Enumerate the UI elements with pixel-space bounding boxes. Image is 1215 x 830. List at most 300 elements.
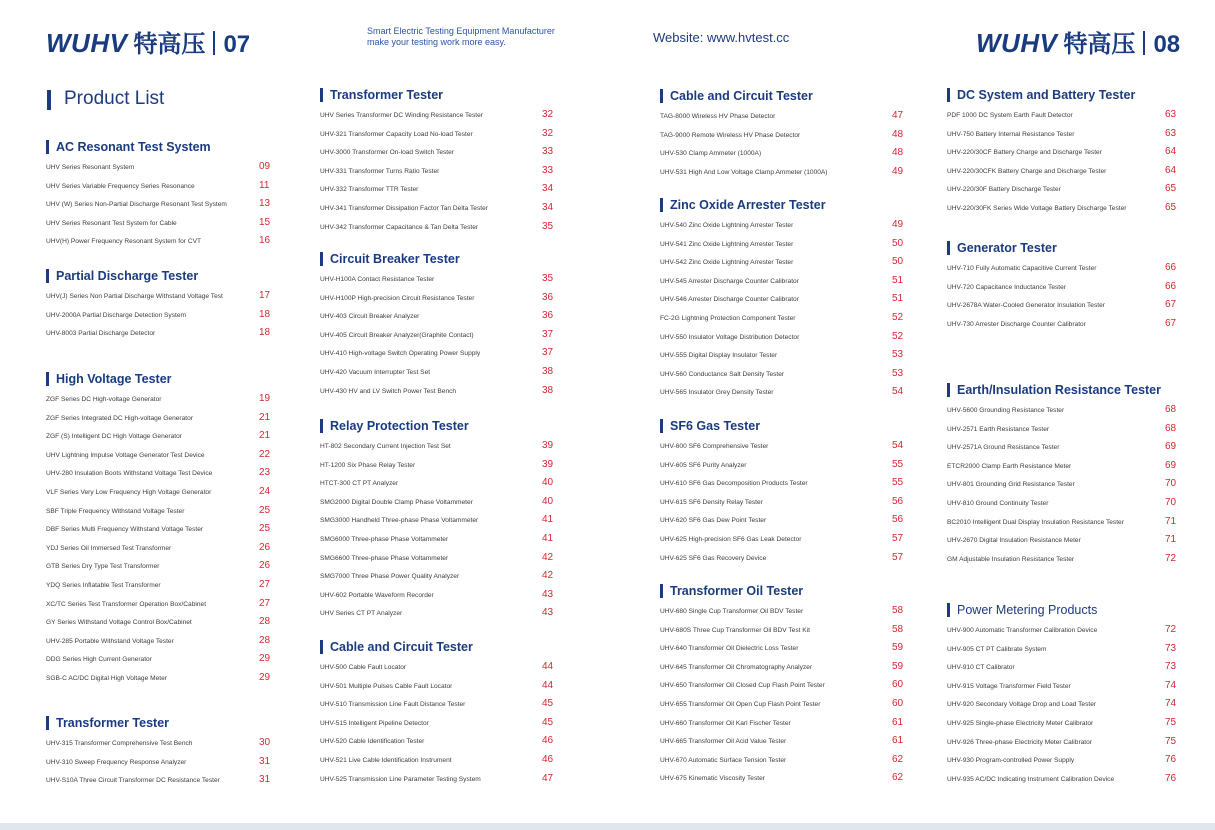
product-name: UHV-8003 Partial Discharge Detector [46,330,156,338]
product-name: UHV-3000 Transformer On-load Switch Tester [320,149,455,157]
product-name: PDF 1000 DC System Earth Fault Detector [947,112,1073,119]
product-page-number: 27 [259,597,271,609]
product-page-number: 72 [1165,552,1177,564]
product-page-number: 31 [259,774,271,786]
product-row [947,641,1177,660]
product-row [660,236,904,255]
product-row [947,551,1177,570]
product-name: UHV-545 Arrester Discharge Counter Calibrator [660,277,799,285]
product-page-number: 58 [892,605,904,616]
product-page-number: 76 [1165,754,1177,766]
product-page-number: 29 [259,653,271,665]
product-page-number: 59 [892,642,904,654]
product-name: UHV-900 Automatic Transformer Calibration Device [947,627,1098,634]
product-name: UHV-750 Battery Internal Resistance Tester [947,130,1075,138]
product-page-number: 49 [892,219,904,230]
product-page-number: 43 [542,588,554,600]
product-name: UHV-670 Automatic Surface Tension Tester [660,756,787,764]
product-list [660,108,904,182]
product-name: UHV Series Variable Frequency Series Resonance [46,182,195,190]
logo-brand: WUHV [976,28,1058,58]
product-page-number: 62 [892,753,904,765]
product-name: UHV-430 HV and LV Switch Power Test Bench [320,387,457,395]
product-page-number: 65 [1165,183,1177,195]
section-circuit-breaker [320,251,554,401]
section-title: Power Metering Products [947,602,1097,618]
section-ac-resonant [46,139,271,252]
product-page-number: 22 [259,448,271,460]
product-page-number: 35 [542,273,554,284]
product-row [660,164,904,183]
product-name: UHV-600 SF6 Comprehensive Tester [660,443,769,450]
product-name: UHV-640 Transformer Oil Dielectric Loss Tester [660,645,799,653]
product-name: SBF Triple Frequency Withstand Voltage Tester [46,507,185,515]
product-row [947,200,1177,219]
product-name: UHV Series Transformer DC Winding Resistance Tester [320,112,483,119]
product-row [947,659,1177,678]
product-name: YDQ Series Inflatable Test Transformer [46,581,161,589]
product-name: DBF Series Multi Frequency Withstand Voltage Tester [46,526,204,534]
product-name: UHV-332 Transformer TTR Tester [320,186,419,194]
product-row [660,622,904,641]
product-page-number: 73 [1165,642,1177,654]
product-page-number: 37 [542,328,554,340]
product-name: UHV-605 SF6 Purity Analyzer [660,461,747,469]
product-page-number: 46 [542,753,554,765]
product-row [660,475,904,494]
product-name: UHV-645 Transformer Oil Chromatography Analyzer [660,663,813,671]
product-page-number: 35 [542,220,554,232]
product-name: UHV(H) Power Frequency Resonant System for CVT [46,238,202,246]
product-list [947,622,1177,789]
product-name: UHV-2571A Ground Resistance Tester [947,444,1060,452]
product-row [660,438,904,457]
product-name: SMG6000 Three-phase Phase Voltammeter [320,535,449,543]
product-row [947,126,1177,145]
product-name: HTCT-300 CT PT Analyzer [320,480,399,488]
product-list [947,260,1177,334]
product-row [320,290,554,309]
product-row [660,291,904,310]
product-page-number: 18 [259,308,271,320]
product-row [46,410,271,429]
product-list [46,288,271,344]
product-page-number: 18 [259,327,271,339]
product-row [320,752,554,771]
page-title: Product List [47,88,164,110]
product-page-number: 28 [259,634,271,646]
product-row [320,605,554,624]
product-row [320,659,554,678]
product-page-number: 47 [542,772,554,784]
product-name: SMG2000 Digital Double Clamp Phase Voltammeter [320,498,473,506]
product-row [320,733,554,752]
product-row [660,770,904,789]
section-dc-battery [947,87,1177,219]
section-relay-protection [320,418,554,624]
product-row [660,715,904,734]
product-page-number: 40 [542,477,554,489]
product-row [660,366,904,385]
section-cable-circuit-2 [660,88,904,182]
section-high-voltage [46,371,271,689]
section-title: Circuit Breaker Tester [320,251,460,267]
product-page-number: 36 [542,310,554,322]
product-name: GM Adjustable Insulation Resistance Tester [947,555,1075,563]
product-name: UHV-2000A Partial Discharge Detection System [46,311,186,319]
product-name: UHV-801 Grounding Grid Resistance Tester [947,481,1075,489]
product-page-number: 56 [892,514,904,526]
product-page-number: 15 [259,216,271,228]
product-page-number: 71 [1165,534,1177,546]
product-page-number: 71 [1165,515,1177,527]
product-page-number: 48 [892,128,904,140]
product-page-number: 46 [542,735,554,747]
section-cable-circuit-1 [320,639,554,789]
product-row [660,254,904,273]
product-row [320,271,554,290]
product-row [947,402,1177,421]
product-page-number: 29 [259,671,271,683]
product-row [320,126,554,145]
product-row [320,383,554,402]
logo-chinese: 特高压 [1063,31,1136,58]
product-row [660,127,904,146]
product-name: UHV-665 Transformer Oil Acid Value Tester [660,738,787,746]
product-row [46,651,271,670]
product-page-number: 26 [259,560,271,572]
product-name: UHV-2678A Water-Cooled Generator Insulation Tester [947,302,1105,310]
product-page-number: 27 [259,578,271,590]
product-page-number: 57 [892,532,904,544]
section-title: DC System and Battery Tester [947,87,1135,103]
product-row [320,771,554,790]
product-name: UHV-935 AC/DC Indicating Instrument Calibration Device [947,775,1115,783]
section-title: SF6 Gas Tester [660,418,760,434]
product-row [947,163,1177,182]
product-row [46,447,271,466]
logo-chinese: 特高压 [133,31,206,58]
product-row [660,603,904,622]
product-row [46,735,271,754]
product-row [46,196,271,215]
product-row [46,215,271,234]
product-name: UHV-H100A Contact Resistance Tester [320,276,435,283]
product-row [660,145,904,164]
product-row [660,550,904,569]
product-page-number: 74 [1165,679,1177,691]
product-row [320,715,554,734]
product-name: UHV-515 Intelligent Pipeline Detector [320,719,429,727]
product-page-number: 11 [259,179,270,191]
product-name: UHV-501 Multiple Pulses Cable Fault Locator [320,682,453,690]
product-row [46,540,271,559]
product-name: ETCR2000 Clamp Earth Resistance Meter [947,462,1072,470]
product-page-number: 33 [542,146,554,158]
product-name: UHV-560 Conductance Salt Density Tester [660,370,785,378]
product-page-number: 38 [542,384,554,396]
product-name: SMG3000 Handheld Three-phase Phase Voltammeter [320,517,479,525]
product-name: UHV-650 Transformer Oil Closed Cup Flash Point Tester [660,682,825,690]
product-name: UHV-342 Transformer Capacitance & Tan Delta Tester [320,223,479,231]
product-name: UHV (W) Series Non-Partial Discharge Resonant Test System [46,201,227,209]
product-row [660,347,904,366]
product-page-number: 40 [542,495,554,507]
product-row [320,531,554,550]
product-name: ZGF Series Integrated DC High-voltage Generator [46,414,193,422]
section-transformer-1 [46,715,271,791]
product-row [46,288,271,307]
product-row [46,325,271,344]
product-name: UHV-540 Zinc Oxide Lightning Arrester Tester [660,222,794,229]
product-row [660,457,904,476]
product-name: UHV-542 Zinc Oxide Lightning Arrester Tester [660,259,794,267]
product-page-number: 68 [1165,404,1177,415]
section-title: Transformer Tester [46,715,169,731]
product-name: UHV-520 Cable Identification Tester [320,738,425,746]
section-title: Relay Protection Tester [320,418,469,434]
product-page-number: 50 [892,256,904,268]
product-name: UHV-420 Vacuum Interrupter Test Set [320,368,431,376]
product-row [947,752,1177,771]
product-list [320,659,554,789]
product-row [660,640,904,659]
product-page-number: 57 [892,551,904,563]
product-page-number: 30 [259,737,271,748]
product-page-number: 61 [892,735,904,747]
product-list [660,438,904,568]
product-list [46,391,271,689]
product-row [660,494,904,513]
product-name: UHV-521 Live Cable Identification Instrument [320,756,452,764]
product-row [320,494,554,513]
product-name: UHV-720 Capacitance Inductance Tester [947,283,1067,291]
product-row [947,439,1177,458]
product-row [320,345,554,364]
product-row [660,659,904,678]
product-name: UHV-220/30CF Battery Charge and Discharge Tester [947,149,1102,157]
product-row [660,512,904,531]
product-page-number: 34 [542,201,554,213]
product-name: UHV-220/30CFK Battery Charge and Discharge Tester [947,167,1107,175]
product-page-number: 51 [892,293,904,305]
product-row [320,550,554,569]
product-name: UHV Series Resonant Test System for Cable [46,219,177,227]
product-row [947,476,1177,495]
product-name: UHV-905 CT PT Calibrate System [947,645,1047,653]
product-name: YDJ Series Oil Immersed Test Transformer [46,544,172,552]
tagline-line-1: Smart Electric Testing Equipment Manufacturer [367,26,555,36]
product-page-number: 55 [892,477,904,489]
product-name: UHV-565 Insulator Grey Density Tester [660,389,774,397]
product-row [46,484,271,503]
section-title: Cable and Circuit Tester [660,88,813,104]
product-page-number: 63 [1165,109,1177,120]
product-name: FC-2G Lightning Protection Component Tester [660,314,796,322]
section-earth-insulation [947,382,1177,569]
product-row [947,260,1177,279]
product-row [660,310,904,329]
product-row [320,457,554,476]
product-name: TAG-9000 Remote Wireless HV Phase Detector [660,131,801,139]
left-page-number: 07 [223,31,251,58]
product-name: UHV-615 SF6 Density Relay Tester [660,498,763,506]
product-page-number: 48 [892,147,904,159]
product-name: UHV-550 Insulator Voltage Distribution Detector [660,333,800,341]
product-name: UHV-925 Single-phase Electricity Meter Calibrator [947,719,1094,727]
product-page-number: 34 [542,183,554,195]
product-row [46,521,271,540]
product-page-number: 49 [892,165,904,177]
product-name: UHV-315 Transformer Comprehensive Test Bench [46,740,193,747]
product-row [947,734,1177,753]
product-name: UHV-2571 Earth Resistance Tester [947,425,1050,433]
product-row [46,558,271,577]
product-name: UHV-285 Portable Withstand Voltage Tester [46,637,174,645]
product-name: XC/TC Series Test Transformer Operation Box/Cabinet [46,600,207,608]
product-row [46,577,271,596]
product-row [660,273,904,292]
product-page-number: 42 [542,570,554,582]
section-generator [947,240,1177,334]
product-name: UHV-602 Portable Waveform Recorder [320,591,434,599]
product-row [947,316,1177,335]
product-page-number: 62 [892,772,904,784]
product-row [660,696,904,715]
section-title: Generator Tester [947,240,1057,256]
product-row [660,733,904,752]
product-page-number: 70 [1165,496,1177,508]
product-page-number: 16 [259,235,271,247]
section-title: Zinc Oxide Arrester Tester [660,197,826,213]
product-name: UHV(J) Series Non Partial Discharge Withstand Voltage Test [46,293,223,300]
product-list [660,603,904,789]
product-name: UHV-341 Transformer Dissipation Factor Tan Delta Tester [320,204,488,212]
product-page-number: 73 [1165,661,1177,673]
product-page-number: 67 [1165,317,1177,329]
product-row [947,771,1177,790]
product-page-number: 21 [259,411,271,423]
section-transformer-2 [320,87,554,237]
product-row [320,364,554,383]
product-row [320,568,554,587]
product-name: UHV-403 Circuit Breaker Analyzer [320,313,420,321]
product-page-number: 24 [259,485,271,497]
product-row [947,421,1177,440]
product-name: UHV-525 Transmission Line Parameter Testing System [320,775,481,783]
product-row [947,144,1177,163]
product-row [46,596,271,615]
product-page-number: 68 [1165,422,1177,434]
product-page-number: 25 [259,523,271,535]
right-logo [976,24,1180,59]
product-row [46,307,271,326]
product-name: SGB-C AC/DC Digital High Voltage Meter [46,674,167,682]
product-row [320,678,554,697]
product-name: UHV-680 Single Cup Transformer Oil BDV Tester [660,608,804,615]
section-partial-discharge [46,268,271,344]
product-name: UHV-220/30F Battery Discharge Tester [947,186,1061,194]
product-row [947,514,1177,533]
product-page-number: 47 [892,110,904,121]
product-row [46,614,271,633]
product-page-number: 60 [892,679,904,691]
product-page-number: 69 [1165,441,1177,453]
product-row [947,107,1177,126]
product-page-number: 41 [542,514,554,526]
product-page-number: 67 [1165,299,1177,311]
product-list [947,107,1177,219]
product-name: UHV Series CT PT Analyzer [320,610,403,618]
product-page-number: 17 [259,290,271,301]
logo-brand: WUHV [46,28,128,58]
product-name: UHV-915 Voltage Transformer Field Tester [947,682,1071,690]
product-row [660,752,904,771]
tagline-line-2: make your testing work more easy. [367,37,506,47]
product-page-number: 72 [1165,624,1177,635]
product-page-number: 32 [542,109,554,120]
product-name: UHV-H100P High-precision Circuit Resistance Tester [320,294,475,302]
product-row [320,144,554,163]
section-title: High Voltage Tester [46,371,172,387]
product-name: UHV-675 Kinematic Viscosity Tester [660,775,765,783]
product-name: VLF Series Very Low Frequency High Voltage Generator [46,488,212,496]
product-page-number: 66 [1165,262,1177,273]
product-name: UHV-610 SF6 Gas Decomposition Products Tester [660,480,808,488]
product-row [46,772,271,791]
product-page-number: 75 [1165,716,1177,728]
product-name: UHV-541 Zinc Oxide Lightning Arrester Tester [660,240,794,248]
product-name: UHV-730 Arrester Discharge Counter Calibrator [947,320,1086,328]
section-title: Cable and Circuit Tester [320,639,473,655]
product-list [320,271,554,401]
product-page-number: 26 [259,541,271,553]
product-name: GY Series Withstand Voltage Control Box/Cabinet [46,619,192,627]
product-name: UHV-331 Transformer Turns Ratio Tester [320,167,440,175]
product-page-number: 56 [892,495,904,507]
product-page-number: 51 [892,274,904,286]
product-page-number: 70 [1165,478,1177,490]
product-name: UHV-710 Fully Automatic Capacitive Current Tester [947,265,1097,272]
product-name: UHV-625 High-precision SF6 Gas Leak Detector [660,535,802,543]
product-row [46,391,271,410]
product-name: UHV-555 Digital Display Insulator Tester [660,352,778,360]
product-row [320,438,554,457]
product-page-number: 54 [892,440,904,451]
logo-divider [1143,31,1145,55]
product-page-number: 36 [542,291,554,303]
product-name: SMG7000 Three Phase Power Quality Analyzer [320,573,460,581]
product-name: UHV-920 Secondary Voltage Drop and Load Tester [947,701,1097,709]
product-name: TAG-8000 Wireless HV Phase Detector [660,113,776,120]
product-page-number: 33 [542,164,554,176]
product-name: ZGF (S) Intelligent DC High Voltage Generator [46,433,182,441]
product-page-number: 32 [542,127,554,139]
product-row [46,670,271,689]
section-zinc-oxide [660,197,904,403]
product-row [320,696,554,715]
tagline [367,26,555,48]
product-name: UHV-2670 Digital Insulation Resistance Meter [947,537,1081,545]
product-row [46,503,271,522]
product-name: UHV-655 Transformer Oil Open Cup Flash Point Tester [660,700,821,708]
product-name: BC2010 Intelligent Dual Display Insulation Resistance Tester [947,518,1124,526]
left-logo [46,24,250,59]
product-row [947,279,1177,298]
product-row [660,329,904,348]
product-name: DDG Series High Current Generator [46,656,152,664]
product-page-number: 09 [259,161,271,172]
